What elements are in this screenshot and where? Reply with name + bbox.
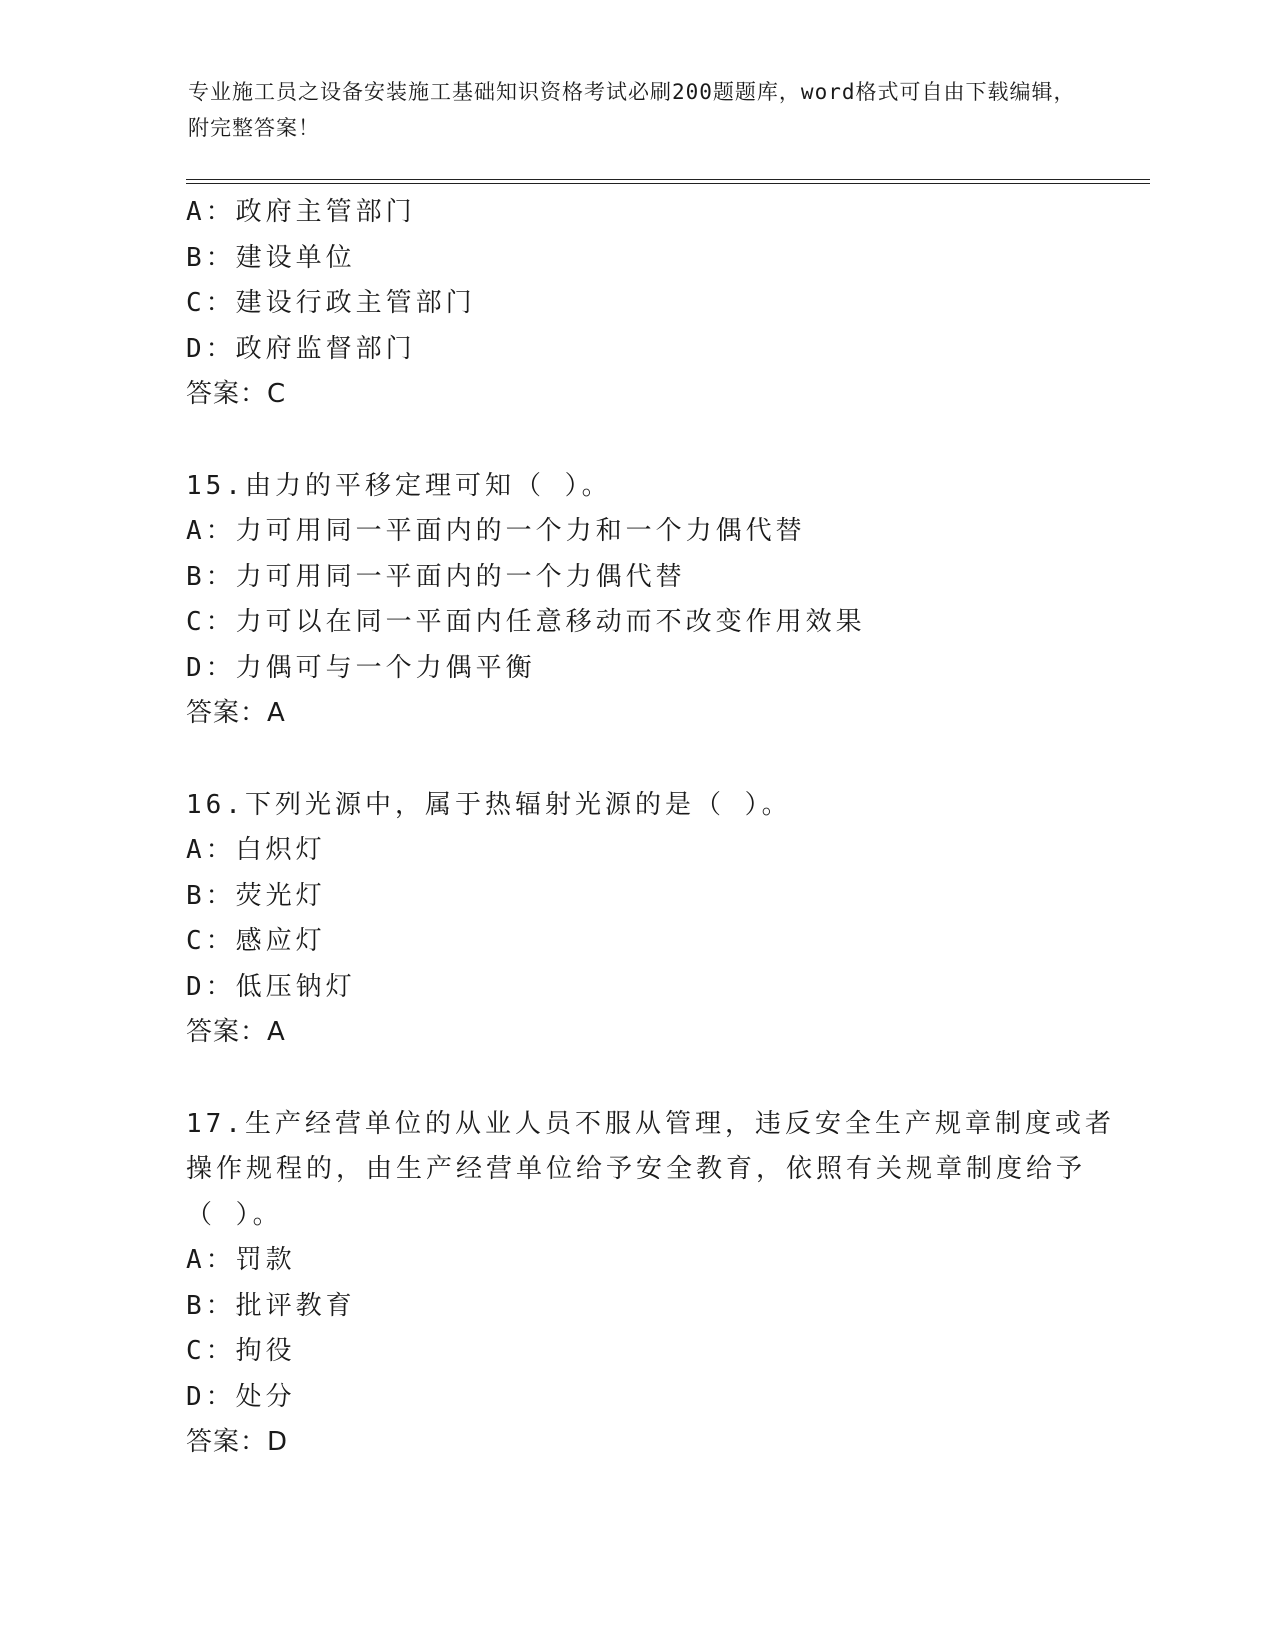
question-stem: 15.由力的平移定理可知（ ）。 (186, 470, 612, 501)
answer: 答案：C (186, 379, 287, 409)
option-c: C：拘役 (186, 1336, 296, 1366)
answer: 答案：D (186, 1427, 289, 1457)
option-c: C：力可以在同一平面内任意移动而不改变作用效果 (186, 607, 866, 637)
question-15 (186, 464, 1086, 737)
option-d: D：力偶可与一个力偶平衡 (186, 652, 536, 683)
answer: 答案：A (186, 698, 286, 728)
option-d: D：低压钠灯 (186, 971, 356, 1002)
option-a: A：政府主管部门 (186, 197, 416, 227)
document-intro: 专业施工员之设备安装施工基础知识资格考试必刷200题题库，word格式可自由下载编辑，附完整答案！ (188, 80, 1076, 140)
question-stem-line-1: 17.生产经营单位的从业人员不服从管理，违反安全生产规章制度或者 (186, 1108, 1115, 1139)
spacer (186, 737, 1086, 783)
option-c: C：感应灯 (186, 926, 326, 956)
question-14 (186, 190, 1086, 418)
option-b: B：荧光灯 (186, 880, 326, 911)
option-a: A：力可用同一平面内的一个力和一个力偶代替 (186, 516, 806, 546)
header-rule-bottom (186, 183, 1150, 184)
question-stem-line-2: 操作规程的，由生产经营单位给予安全教育，依照有关规章制度给予 (186, 1154, 1087, 1184)
question-16 (186, 783, 1086, 1056)
question-list (186, 190, 1115, 1466)
option-c: C：建设行政主管部门 (186, 288, 476, 318)
option-a: A：白炽灯 (186, 835, 326, 865)
answer: 答案：A (186, 1017, 286, 1047)
spacer (186, 418, 1086, 464)
option-d: D：处分 (186, 1381, 296, 1412)
option-b: B：建设单位 (186, 242, 356, 273)
spacer (186, 1056, 1086, 1102)
option-b: B：批评教育 (186, 1290, 356, 1321)
question-stem: 16.下列光源中，属于热辐射光源的是（ ）。 (186, 789, 792, 820)
question-17 (186, 1102, 1115, 1466)
option-d: D：政府监督部门 (186, 333, 416, 364)
option-a: A：罚款 (186, 1245, 296, 1275)
header-rule-top (186, 179, 1150, 180)
option-b: B：力可用同一平面内的一个力偶代替 (186, 561, 686, 592)
question-stem-line-3: （ ）。 (186, 1199, 283, 1230)
